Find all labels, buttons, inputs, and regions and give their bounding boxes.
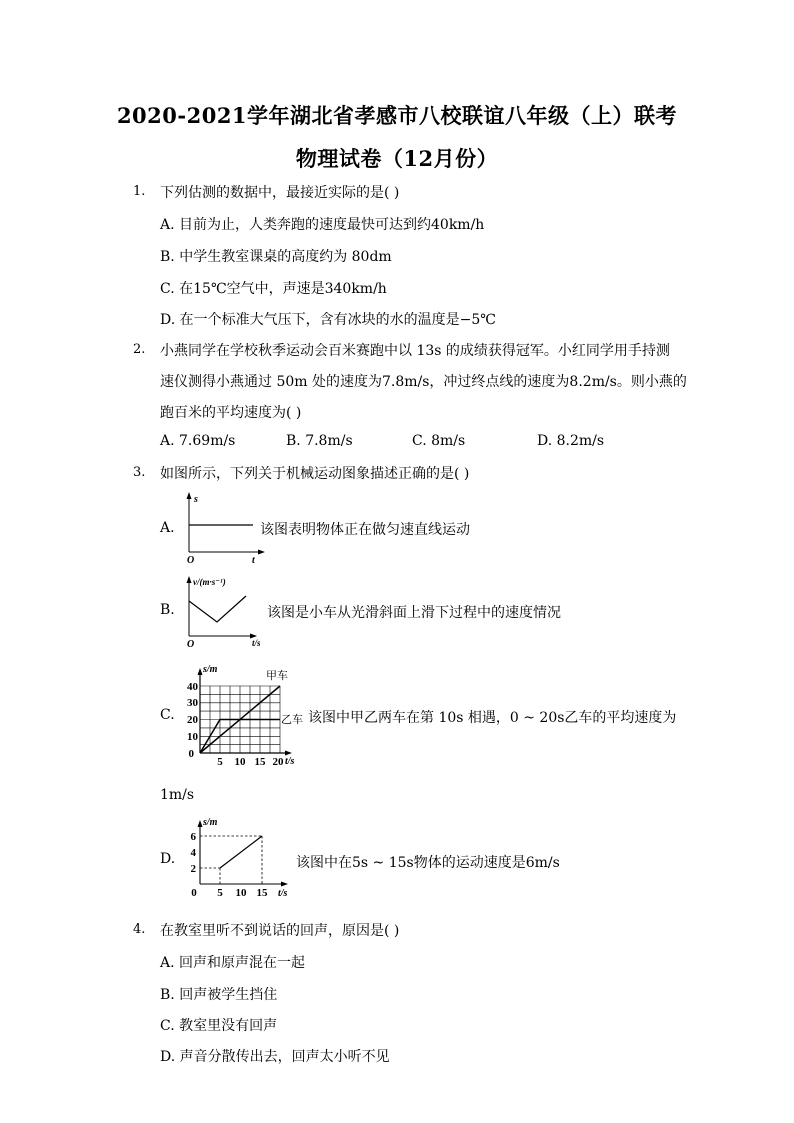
x-axis-arrow [285, 751, 292, 756]
graph-c-series-jia-label: 甲车 [266, 670, 288, 682]
question-1-option-c [160, 278, 387, 298]
y-axis-arrow [187, 576, 192, 583]
question-1-stem: 下列估测的数据中，最接近实际的是( ) [160, 185, 400, 201]
graph-d-xtick-15: 15 [256, 887, 268, 899]
question-3-option-b-label: B. [160, 602, 175, 618]
option-label: B. [286, 433, 301, 449]
question-4-option-c [160, 1015, 277, 1035]
question-3-option-c-text-cont: 1m/s [160, 787, 195, 803]
option-text: 回声被学生挡住 [179, 987, 278, 1003]
graph-b-curve [189, 596, 246, 622]
graph-c-ytick-40: 40 [187, 681, 198, 693]
question-2-stem-line2: 速仪测得小燕通过 50m 处的速度为7.8m/s，冲过终点线的速度为8.2m/s。则小燕的 [160, 374, 687, 390]
question-3-stem: 如图所示，下列关于机械运动图象描述正确的是( ) [160, 466, 470, 482]
graph-c-x-label: t/s [285, 756, 295, 767]
graph-c [180, 660, 310, 770]
graph-c-xtick-10: 10 [234, 756, 246, 768]
y-axis-arrow [187, 492, 192, 499]
option-label: B. [160, 987, 175, 1003]
question-4-option-a [160, 952, 305, 972]
option-text: 在一个标准大气压下，含有冰块的水的温度是−5℃ [179, 312, 496, 328]
graph-a [180, 492, 270, 564]
option-text: 中学生教室课桌的高度约为 80dm [179, 249, 392, 265]
question-4-option-b [160, 984, 277, 1004]
graph-c-ytick-10: 10 [187, 731, 198, 743]
question-1-option-b [160, 246, 392, 266]
graph-b [180, 576, 270, 648]
graph-c-xtick-15: 15 [254, 756, 266, 768]
option-label: D. [537, 433, 553, 449]
graph-d-xtick-5: 5 [217, 887, 223, 899]
graph-d-ytick-6: 6 [190, 831, 196, 843]
paper-title-line1: 2020-2021学年湖北省孝感市八校联谊八年级（上）联考 [116, 103, 678, 128]
question-4-stem: 在教室里听不到说话的回声，原因是( ) [160, 923, 400, 939]
option-label: A. [160, 955, 175, 971]
option-text: 声音分散传出去，回声太小听不见 [179, 1049, 390, 1065]
question-3-option-c-text: 该图中甲乙两车在第 10s 相遇，0 ~ 20s乙车的平均速度为 [308, 710, 677, 726]
question-3-option-d-text: 该图中在5s ~ 15s物体的运动速度是6m/s [296, 855, 560, 871]
y-axis-arrow [198, 668, 203, 675]
graph-d-origin: 0 [191, 887, 197, 899]
graph-a-origin: O [187, 555, 195, 566]
question-1-option-a [160, 214, 484, 234]
graph-c-ytick-30: 30 [187, 697, 198, 709]
option-label: D. [160, 1049, 176, 1065]
question-2-option-c [412, 433, 465, 449]
option-label: B. [160, 249, 175, 265]
graph-c-xtick-20: 20 [272, 756, 284, 768]
question-2-stem-line1: 小燕同学在学校秋季运动会百米赛跑中以 13s 的成绩获得冠军。小红同学用手持测 [160, 343, 670, 359]
option-text: 8.2m/s [556, 433, 605, 449]
question-2-option-b [286, 433, 353, 449]
y-axis-arrow [198, 820, 203, 827]
option-label: C. [412, 433, 427, 449]
question-3-number: 3. [133, 465, 146, 480]
question-2-option-a [160, 433, 235, 449]
x-axis-arrow [281, 882, 288, 887]
question-3-option-a-label: A. [160, 520, 175, 536]
option-text: 7.69m/s [179, 433, 236, 449]
option-label: C. [160, 1018, 175, 1034]
graph-b-origin: O [187, 639, 195, 650]
question-3-option-c-label: C. [160, 707, 175, 723]
graph-b-y-label: v/(m·s⁻¹) [193, 577, 226, 587]
graph-d [180, 812, 295, 902]
option-text: 8m/s [431, 433, 466, 449]
graph-a-y-label: s [194, 494, 198, 505]
graph-b-x-label: t/s [252, 638, 261, 648]
option-text: 目前为止，人类奔跑的速度最快可达到约40km/h [179, 217, 485, 233]
option-label: A. [160, 433, 175, 449]
graph-d-y-label: s/m [203, 817, 218, 828]
option-text: 在15℃空气中，声速是340km/h [179, 281, 387, 297]
question-4-option-d [160, 1046, 390, 1066]
option-text: 7.8m/s [305, 433, 353, 449]
paper-title-line2: 物理试卷（12月份） [295, 146, 499, 171]
option-label: C. [160, 281, 175, 297]
graph-d-ytick-4: 4 [190, 847, 196, 859]
question-1-number: 1. [133, 184, 146, 199]
graph-d-line [220, 836, 262, 868]
graph-d-x-label: t/s [278, 888, 288, 899]
question-2-stem-line3: 跑百米的平均速度为( ) [160, 405, 302, 421]
option-label: A. [160, 217, 175, 233]
option-text: 教室里没有回声 [179, 1018, 278, 1034]
graph-d-ytick-2: 2 [190, 863, 196, 875]
question-4-number: 4. [133, 922, 146, 937]
graph-c-ytick-20: 20 [187, 714, 198, 726]
x-axis-arrow [258, 550, 265, 555]
graph-d-xtick-10: 10 [235, 887, 247, 899]
question-2-option-d [537, 433, 604, 449]
option-label: D. [160, 312, 176, 328]
question-3-option-a-text: 该图表明物体正在做匀速直线运动 [260, 522, 470, 538]
graph-c-series-yi-label: 乙车 [281, 714, 303, 726]
option-text: 回声和原声混在一起 [179, 955, 306, 971]
question-3-option-d-label: D. [160, 851, 176, 867]
graph-c-y-label: s/m [203, 664, 218, 675]
question-1-option-d [160, 309, 496, 329]
graph-a-x-label: t [252, 555, 255, 566]
question-3-option-b-text: 该图是小车从光滑斜面上滑下过程中的速度情况 [267, 605, 561, 621]
question-2-number: 2. [133, 342, 146, 357]
graph-c-xtick-5: 5 [217, 756, 223, 768]
graph-c-ytick-0: 0 [188, 748, 194, 760]
